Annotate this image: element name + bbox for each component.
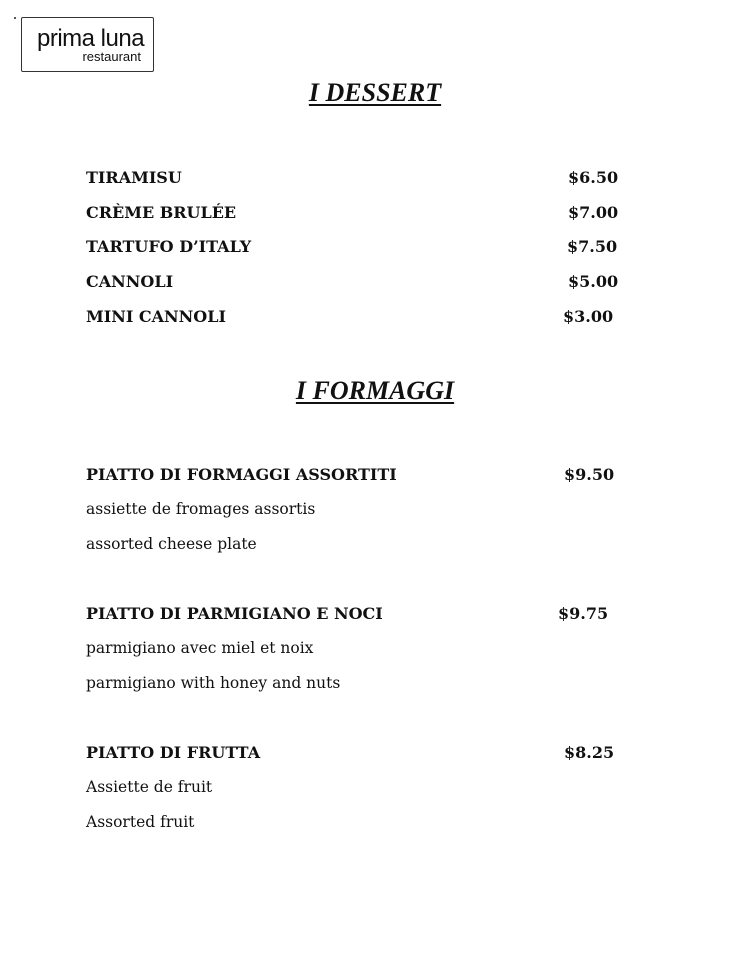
menu-item-description-fr: assiette de fromages assortis [86, 500, 316, 518]
menu-item-price: $7.00 [568, 203, 619, 222]
menu-item-description-en: Assorted fruit [86, 813, 195, 831]
menu-item-name: PIATTO DI PARMIGIANO E NOCI [86, 604, 383, 623]
formaggi-heading: I FORMAGGI [295, 376, 455, 405]
menu-item-price: $5.00 [568, 272, 619, 291]
menu-item-description-en: parmigiano with honey and nuts [86, 674, 341, 692]
menu-item-name: CRÈME BRULÉE [86, 203, 237, 222]
restaurant-logo [21, 17, 154, 72]
menu-item-price: $6.50 [568, 168, 619, 187]
menu-item-price: $3.00 [563, 307, 614, 326]
scan-mark [14, 17, 16, 19]
menu-item-name: MINI CANNOLI [86, 307, 226, 326]
dessert-heading: I DESSERT [308, 78, 442, 107]
logo-name: prima luna [37, 25, 145, 52]
menu-item-name: TARTUFO D’ITALY [86, 237, 252, 256]
menu-item-price: $7.50 [567, 237, 618, 256]
menu-item-name: PIATTO DI FORMAGGI ASSORTITI [86, 465, 397, 484]
logo-subtitle: restaurant [82, 49, 141, 64]
menu-item-name: PIATTO DI FRUTTA [86, 743, 261, 762]
menu-item-description-fr: Assiette de fruit [86, 778, 213, 796]
menu-item-price: $8.25 [564, 743, 615, 762]
menu-item-description-fr: parmigiano avec miel et noix [86, 639, 314, 657]
menu-item-price: $9.75 [558, 604, 609, 623]
menu-item-price: $9.50 [564, 465, 615, 484]
menu-item-description-en: assorted cheese plate [86, 535, 257, 553]
menu-item-name: CANNOLI [86, 272, 174, 291]
menu-item-name: TIRAMISU [86, 168, 182, 187]
